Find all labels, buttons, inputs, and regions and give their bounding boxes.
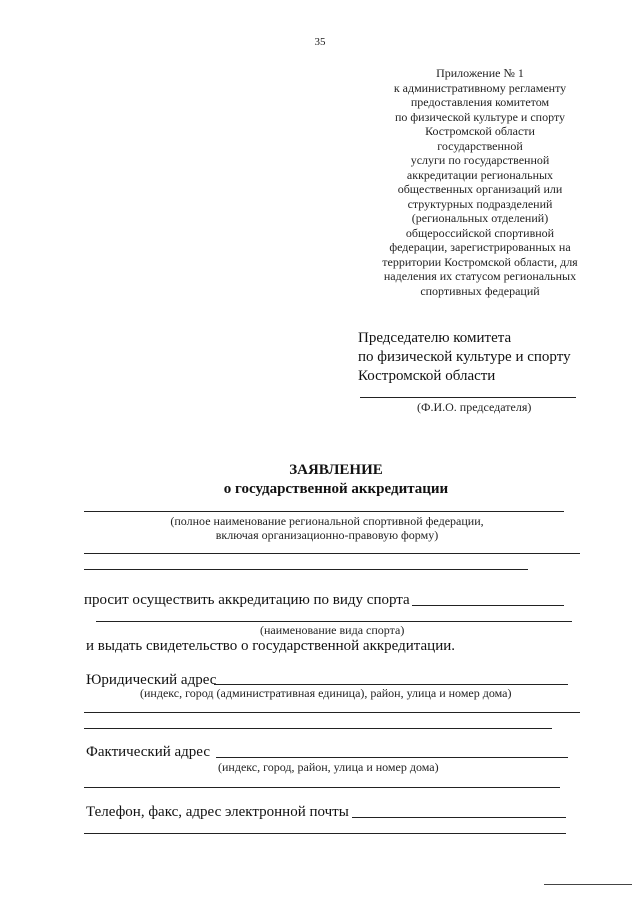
addressee-line: Председателю комитета: [358, 330, 512, 346]
addressee-line: по физической культуре и спорту: [358, 349, 571, 365]
legal-address-field-line-2[interactable]: [84, 712, 580, 713]
appendix-line: (региональных отделений): [411, 211, 549, 225]
organization-name-caption-1: (полное наименование региональной спортивной федерации,: [170, 514, 484, 528]
appendix-line: общественных организаций или: [397, 182, 563, 196]
statement-title: ЗАЯВЛЕНИЕ: [289, 462, 383, 478]
sport-request-text: просит осуществить аккредитацию по виду спорта: [84, 592, 410, 608]
chairman-name-caption: (Ф.И.О. председателя): [417, 400, 532, 414]
document-title: [0, 461, 640, 499]
appendix-line: наделения их статусом региональных: [383, 269, 577, 283]
appendix-line: федерации, зарегистрированных на: [389, 240, 571, 254]
appendix-line: спортивных федераций: [420, 283, 540, 298]
organization-name-field[interactable]: [84, 511, 564, 512]
sport-type-field-line-2[interactable]: [96, 621, 572, 622]
actual-address-label: Фактический адрес: [86, 744, 210, 760]
appendix-line: Приложение № 1: [436, 66, 524, 80]
page-edge-line: [544, 884, 632, 885]
appendix-line: общероссийской спортивной: [405, 225, 555, 240]
addressee-block: [358, 329, 571, 386]
appendix-line: к административному регламенту: [393, 80, 567, 95]
actual-address-field[interactable]: [216, 757, 568, 758]
appendix-line: государственной: [437, 138, 523, 153]
appendix-line: аккредитации региональных: [406, 167, 554, 182]
legal-address-caption: (индекс, город (административная единица), район, улица и номер дома): [140, 686, 512, 700]
appendix-line: по физической культуре и спорту: [394, 109, 566, 124]
contacts-field-line-2[interactable]: [84, 833, 566, 834]
appendix-line: структурных подразделений: [407, 196, 553, 211]
appendix-line: услуги по государственной: [410, 153, 550, 167]
organization-name-field-line-2[interactable]: [84, 553, 580, 554]
appendix-line: Костромской области: [425, 124, 535, 138]
contacts-field[interactable]: [352, 817, 566, 818]
organization-name-caption-2: включая организационно-правовую форму): [215, 528, 439, 542]
actual-address-field-line-2[interactable]: [84, 787, 560, 788]
sport-type-caption: (наименование вида спорта): [260, 623, 405, 637]
appendix-heading: [368, 66, 592, 298]
legal-address-field-line-3[interactable]: [84, 728, 552, 729]
organization-name-field-line-3[interactable]: [84, 569, 528, 570]
sport-type-field[interactable]: [412, 605, 564, 606]
addressee-line: Костромской области: [358, 368, 496, 384]
legal-address-field[interactable]: [214, 684, 568, 685]
chairman-name-field[interactable]: [360, 397, 576, 398]
appendix-line: предоставления комитетом: [410, 95, 550, 109]
legal-address-label: Юридический адрес: [86, 672, 217, 688]
statement-subtitle: о государственной аккредитации: [223, 481, 449, 497]
certificate-request-text: и выдать свидетельство о государственной аккредитации.: [86, 638, 456, 654]
appendix-line: территории Костромской области, для: [382, 254, 578, 269]
contacts-label: Телефон, факс, адрес электронной почты: [86, 804, 349, 820]
actual-address-caption: (индекс, город, район, улица и номер дома): [218, 760, 439, 774]
page-number: 35: [314, 36, 326, 48]
